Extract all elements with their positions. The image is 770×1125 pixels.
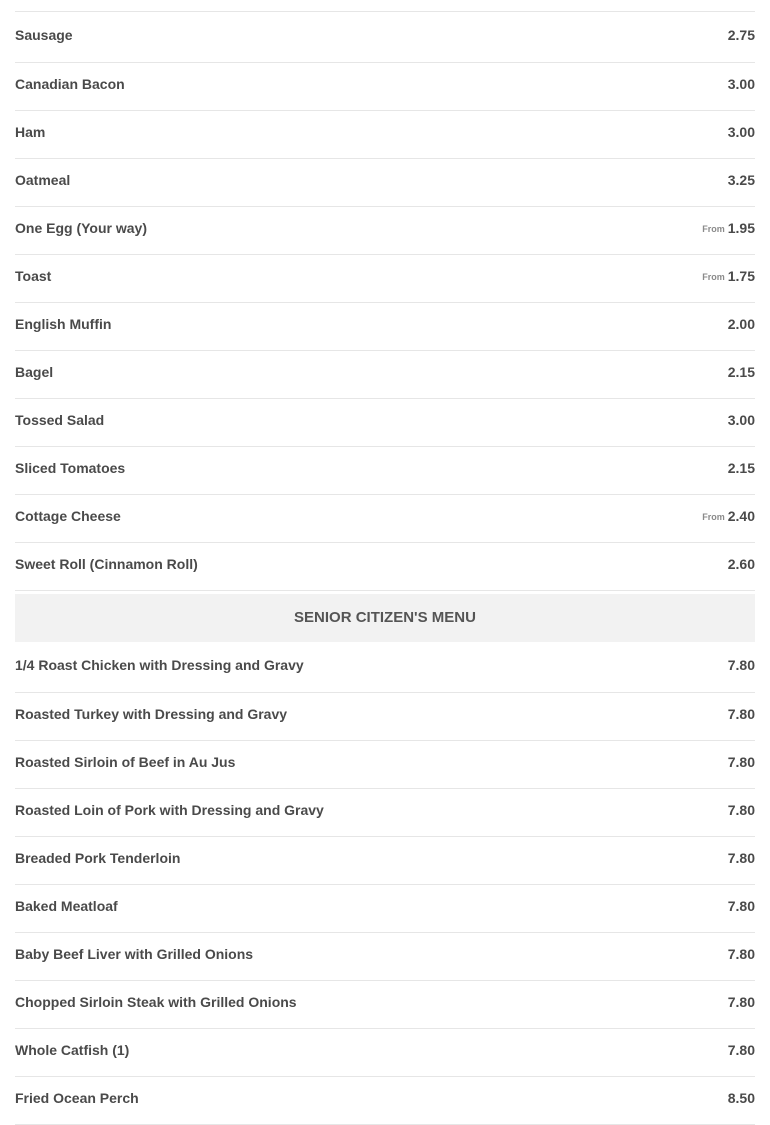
menu-item-name: Canadian Bacon [15, 76, 125, 92]
menu-item-name: Toast [15, 268, 52, 284]
menu-item-row [15, 63, 755, 111]
menu-item-price [728, 460, 755, 476]
menu-item-name: Roasted Loin of Pork with Dressing and Gravy [15, 802, 324, 818]
section-header-senior-menu: SENIOR CITIZEN'S MENU [15, 594, 755, 642]
menu-item-price [728, 1042, 755, 1058]
price-from-label: From [702, 272, 725, 282]
menu-item-price [728, 172, 755, 188]
menu-item-row [15, 447, 755, 495]
price-value: 7.80 [727, 946, 755, 962]
menu-item-price [702, 220, 755, 237]
menu-item-row [15, 933, 755, 981]
menu-item-row [15, 789, 755, 837]
menu-item-price [728, 754, 755, 770]
price-value: 3.00 [727, 412, 755, 428]
menu-item-price [728, 706, 755, 722]
menu-list [15, 0, 755, 1125]
menu-item-name: Whole Catfish (1) [15, 1042, 130, 1058]
menu-item-name: Tossed Salad [15, 412, 105, 428]
menu-item-price [728, 76, 755, 92]
menu-item-row [15, 741, 755, 789]
menu-item-price [728, 1090, 755, 1106]
menu-item-row [15, 207, 755, 255]
menu-item-name: Oatmeal [15, 172, 71, 188]
menu-item-name: Roasted Turkey with Dressing and Gravy [15, 706, 288, 722]
menu-item-name: 1/4 Roast Chicken with Dressing and Gravy [15, 657, 304, 673]
menu-item-price [728, 412, 755, 428]
menu-item-name: Fried Ocean Perch [15, 1090, 139, 1106]
senior-menu-section [15, 642, 755, 1125]
menu-item-price [728, 850, 755, 866]
menu-item-name: Sliced Tomatoes [15, 460, 126, 476]
menu-item-row [15, 693, 755, 741]
price-value: 1.75 [727, 268, 755, 284]
menu-item-price [702, 508, 755, 525]
price-value: 2.75 [727, 27, 755, 43]
menu-item-name: Sweet Roll (Cinnamon Roll) [15, 556, 198, 572]
menu-item-name: Ham [15, 124, 46, 140]
menu-item-name: English Muffin [15, 316, 112, 332]
menu-item-row [15, 495, 755, 543]
menu-item-price [702, 268, 755, 285]
menu-item-row [15, 303, 755, 351]
price-value: 7.80 [727, 994, 755, 1010]
price-value: 7.80 [727, 802, 755, 818]
menu-item-price [728, 946, 755, 962]
menu-item-row [15, 399, 755, 447]
price-value: 7.80 [727, 657, 755, 673]
menu-item-price [728, 364, 755, 380]
menu-item-row [15, 111, 755, 159]
price-value: 2.40 [727, 508, 755, 524]
menu-item-row [15, 885, 755, 933]
menu-item-name: Breaded Pork Tenderloin [15, 850, 181, 866]
menu-item-price [728, 124, 755, 140]
price-value: 7.80 [727, 898, 755, 914]
sides-section [15, 12, 755, 591]
menu-item-price [728, 316, 755, 332]
menu-item-row [15, 255, 755, 303]
price-value: 7.80 [727, 754, 755, 770]
menu-item-price [728, 556, 755, 572]
menu-item-price [728, 994, 755, 1010]
price-value: 3.00 [727, 76, 755, 92]
menu-item-row [15, 642, 755, 693]
price-value: 2.15 [727, 364, 755, 380]
menu-item-name: Baby Beef Liver with Grilled Onions [15, 946, 254, 962]
menu-item-name: Chopped Sirloin Steak with Grilled Onions [15, 994, 297, 1010]
price-from-label: From [702, 224, 725, 234]
menu-item-price [728, 27, 755, 43]
menu-item-name: Bagel [15, 364, 54, 380]
menu-item-name: Cottage Cheese [15, 508, 121, 524]
menu-item-row [15, 837, 755, 885]
price-value: 7.80 [727, 1042, 755, 1058]
menu-item-row [15, 159, 755, 207]
price-value: 2.15 [727, 460, 755, 476]
menu-item-row [15, 1077, 755, 1125]
menu-item-row [15, 981, 755, 1029]
menu-item-price [728, 898, 755, 914]
price-from-label: From [702, 512, 725, 522]
price-value: 2.00 [727, 316, 755, 332]
menu-item-row [15, 1029, 755, 1077]
menu-item-row [15, 543, 755, 591]
price-value: 7.80 [727, 850, 755, 866]
menu-item-row [15, 351, 755, 399]
menu-item-name: Baked Meatloaf [15, 898, 118, 914]
menu-item-price [728, 657, 755, 673]
price-value: 1.95 [727, 220, 755, 236]
menu-item-name: Sausage [15, 27, 73, 43]
price-value: 3.00 [727, 124, 755, 140]
price-value: 8.50 [727, 1090, 755, 1106]
menu-item-price [728, 802, 755, 818]
top-divider [15, 0, 755, 12]
price-value: 3.25 [727, 172, 755, 188]
menu-item-name: One Egg (Your way) [15, 220, 147, 236]
menu-item-name: Roasted Sirloin of Beef in Au Jus [15, 754, 236, 770]
price-value: 2.60 [727, 556, 755, 572]
menu-item-row [15, 12, 755, 63]
price-value: 7.80 [727, 706, 755, 722]
